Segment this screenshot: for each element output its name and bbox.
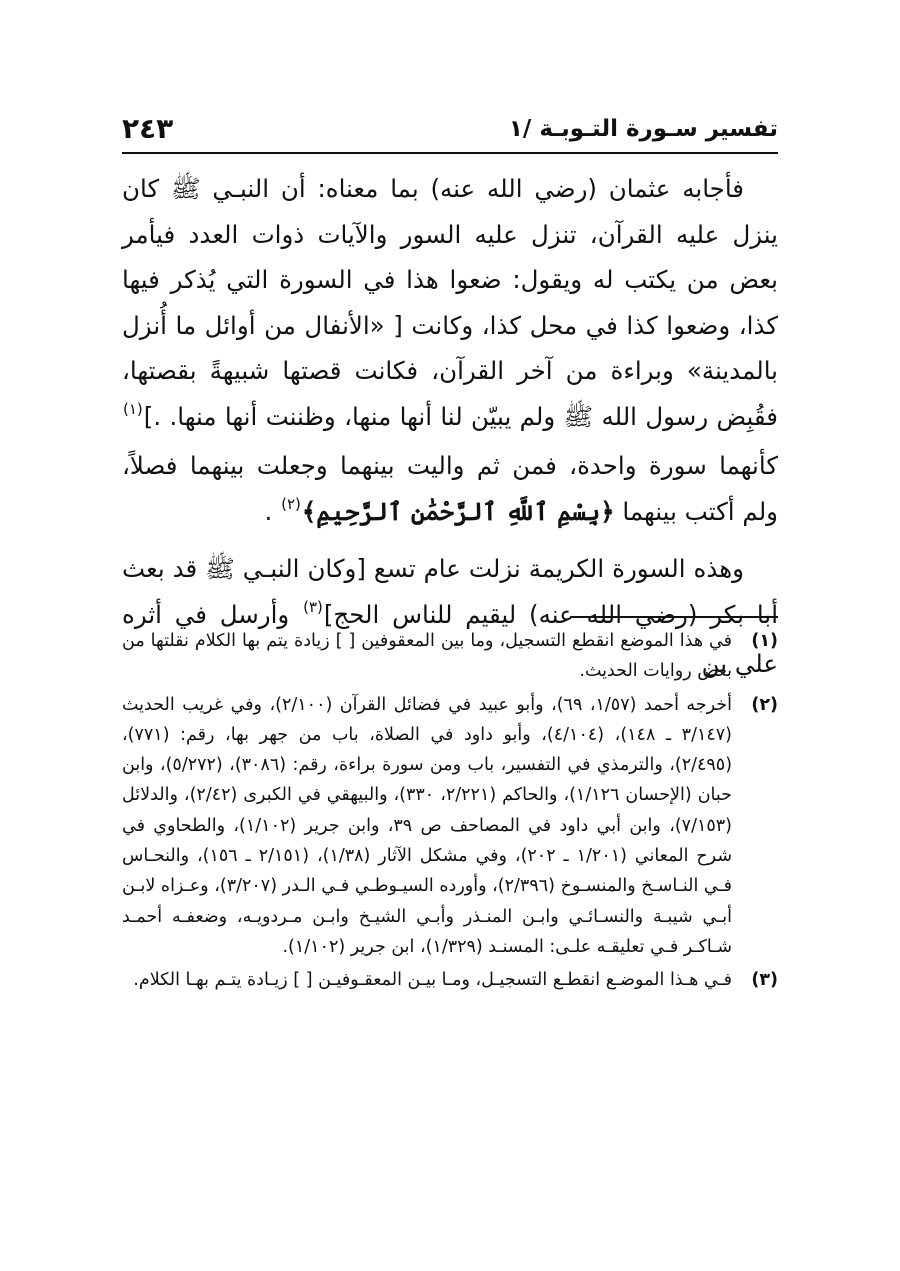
main-text bbox=[122, 166, 778, 687]
footnote-1 bbox=[122, 626, 778, 687]
basmala: ﴿بِسْمِ ٱللَّهِ ٱلرَّحْمَٰنِ ٱلرَّحِيمِ﴾ bbox=[301, 496, 615, 526]
footnote-ref-3: (٣) bbox=[303, 597, 323, 616]
footnote-number: (١) bbox=[751, 631, 778, 651]
page-number: ٢٤٣ bbox=[122, 112, 174, 145]
paragraph-2-text-b: وأرسل في أثره علي بن bbox=[122, 599, 778, 678]
header-rule bbox=[122, 152, 778, 154]
paragraph-2-text-a: وهذه السورة الكريمة نزلت عام تسع [وكان النبـي ﷺ قد بعث أبا بكر (رضي الله عنه) ليقيم للناس الحج] bbox=[122, 554, 779, 629]
footnote-text: فـي هـذا الموضـع انقطـع التسجيـل، ومـا بيـن المعقـوفيـن [ ] زيـادة يتـم بهـا الكلام. bbox=[133, 970, 732, 991]
footnote-2 bbox=[122, 690, 778, 963]
paragraph-1-text-c: . bbox=[264, 496, 281, 526]
footnote-text: في هذا الموضع انقطع التسجيل، وما بين المعقوفين [ ] زيادة يتم بها الكلام نقلتها من بعض روايات الحديث. bbox=[122, 631, 732, 682]
footnote-number: (٣) bbox=[751, 970, 778, 991]
footnote-ref-1: (١) bbox=[123, 399, 143, 418]
page-header bbox=[122, 110, 778, 150]
footnotes bbox=[122, 626, 778, 999]
footnote-text: أخرجه أحمد (١/٥٧، ٦٩)، وأبو عبيد في فضائل القرآن (٢/١٠٠)، وفي غريب الحديث (٣/١٤٧ ـ ١٤٨)، (٤/١٠٤)، وأبو داود في الصلاة، باب من جهر بها، رقم: (٧٧١)، (٢/٤٩٥)، والترمذي في التفسير، باب ومن سورة براءة، رقم: (٣٠٨٦)، (٥/٢٧٢)، وابن حبان (الإحسان ١/١٢٦)، والحاكم (٢/٢٢١، ٣٣٠)، والبيهقي في الكبرى (٢/٤٢)، والدلائل (٧/١٥٣)، وابن أبي داود في المصاحف ص ٣٩، وابن جرير (١/١٠٢)، والطحاوي في شرح المعاني (١/٢٠١ ـ ٢٠٢)، وفي مشكل الآثار (١/٣٨)، (٢/١٥١ ـ ١٥٦)، والنحـاس فـي النـاسـخ والمنسـوخ (٢/٣٩٦)، وأورده السيـوطـي فـي الـدر (٣/٢٠٧)، وعـزاه لابـن أبـي شيبـة والنسـائـي وابـن المنـذر وأبـي الشيـخ وابـن مـردويـه، وضعفـه أحمـد شـاكـر فـي تعليقـه علـى: المسنـد (١/٣٢٩)، ابن جرير (١/١٠٢). bbox=[122, 694, 733, 957]
footnote-ref-2: (٢) bbox=[281, 494, 301, 513]
paragraph-1 bbox=[122, 166, 778, 538]
footnote-number: (٢) bbox=[751, 694, 778, 715]
footnote-separator bbox=[570, 616, 778, 618]
paragraph-1-text-a: فأجابه عثمان (رضي الله عنه) بما معناه: أن النبـي ﷺ كان ينزل عليه القرآن، تنزل عليه السور والآيات ذوات العدد فيأمر بعض من يكتب له ويقول: ضعوا هذا في السورة التي يُذكر فيها كذا، وضعوا كذا في محل كذا، وكانت [ «الأنفال من أوائل ما أُنزل بالمدينة» وبراءة من آخر القرآن، فكانت قصتها شبيهةً بقصتها، فقُبِض رسول الله ﷺ ولم يبيّن لنا أنها منها، وظننت أنها منها. .] bbox=[122, 174, 778, 431]
running-title: تفسير سـورة التـوبـة /١ bbox=[508, 116, 778, 142]
footnote-3 bbox=[122, 965, 778, 995]
paragraph-1-text-b: كأنهما سورة واحدة، فمن ثم واليت بينهما وجعلت بينهما فصلاً، ولم أكتب بينهما bbox=[122, 451, 778, 526]
